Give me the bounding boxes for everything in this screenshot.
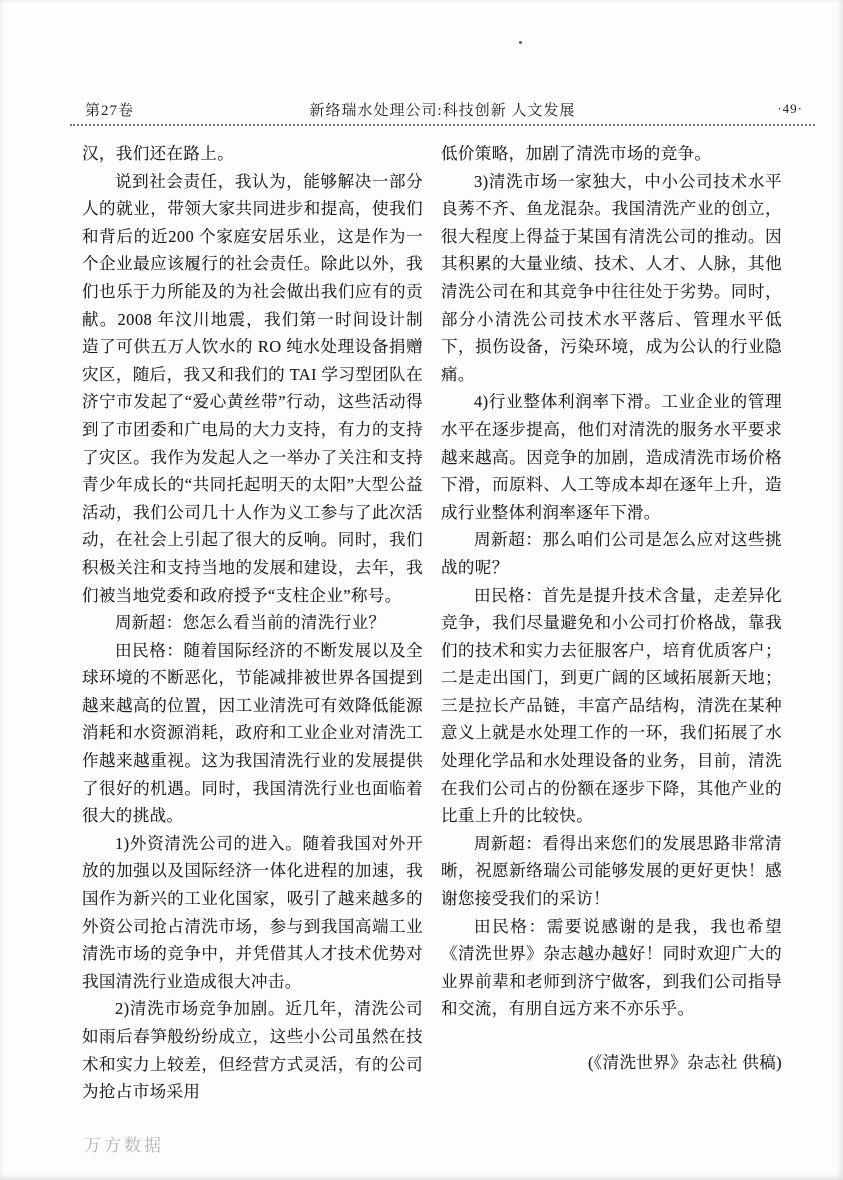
right-column [441, 140, 782, 1072]
paragraph: 2)清洗市场竞争加剧。近几年，清洗公司如雨后春笋般纷纷成立，这些小公司虽然在技术和实力上较差，但经营方式灵活，有的公司为抢占市场采用 [82, 999, 423, 1102]
paragraph: 田民格：需要说感谢的是我，我也希望《清洗世界》杂志越办越好！同时欢迎广大的业界前辈和老师到济宁做客，到我们公司指导和交流，有朋自远方来不亦乐乎。 [441, 916, 782, 1019]
paragraph: 3)清洗市场一家独大，中小公司技术水平良莠不齐、鱼龙混杂。我国清洗产业的创立，很大程度上得益于某国有清洗公司的推动。因其积累的大量业绩、技术、人才、人脉，其他清洗公司在和其竞争中往往处于劣势。同时，部分小清洗公司技术水平落后、管理水平低下，损伤设备，污染环境，成为公认的行业隐痛。 [441, 171, 782, 384]
left-column [82, 140, 423, 1102]
paragraph: 田民格：首先是提升技术含量，走差异化竞争，我们尽量避免和小公司打价格战，靠我们的技术和实力去征服客户，培育优质客户；二是走出国门，到更广阔的区域拓展新天地；三是拉长产品链，丰富产品结构，清洗在某种意义上就是水处理工作的一环，我们拓展了水处理化学品和水处理设备的业务，目前，清洗在我们公司占的份额在逐步下降，其他产业的比重上升的比较快。 [441, 585, 782, 826]
paragraph: 1)外资清洗公司的进入。随着我国对外开放的加强以及国际经济一体化进程的加速，我国作为新兴的工业化国家，吸引了越来越多的外资公司抢占清洗市场，参与到我国高端工业清洗市场的竞争中，并凭借其人才技术优势对我国清洗行业造成很大冲击。 [82, 833, 423, 991]
scan-artifact-dot [519, 41, 522, 44]
running-title: 新络瑞水处理公司:科技创新 人文发展 [309, 103, 576, 119]
paragraph: 周新超：看得出来您们的发展思路非常清晰，祝愿新络瑞公司能够发展的更好更快！感谢您接受我们的采访！ [441, 833, 782, 909]
paragraph: 周新超：那么咱们公司是怎么应对这些挑战的呢？ [441, 530, 782, 577]
article-body [82, 140, 782, 1102]
paragraph: 4)行业整体利润率下滑。工业企业的管理水平在逐步提高，他们对清洗的服务水平要求越来越高。因竞争的加剧，造成清洗市场价格下滑，而原料、人工等成本却在逐年上升，造成行业整体利润率逐年下滑。 [441, 392, 782, 522]
page-number: ·49· [777, 101, 803, 116]
header-divider [70, 124, 815, 126]
wanfang-watermark: 万方数据 [84, 1136, 164, 1155]
paragraph: 低价策略，加剧了清洗市场的竞争。 [441, 144, 712, 163]
paragraph: 周新超：您怎么看当前的清洗行业？ [115, 613, 386, 633]
page-header [70, 99, 815, 123]
paragraph: 汉，我们还在路上。 [82, 144, 235, 163]
volume-label: 第27卷 [85, 103, 135, 119]
paragraph: 说到社会责任，我认为，能够解决一部分人的就业，带领大家共同进步和提高，使我们和背后的近200 个家庭安居乐业，这是作为一个企业最应该履行的社会责任。除此以外，我们也乐于力所能及的为社会做出我们应有的贡献。2008 年汶川地震，我们第一时间设计制造了可供五万人饮水的 RO 纯水处理设备捐赠灾区，随后，我又和我们的 TAI 学习型团队在济宁市发起了“爱心黄丝带”行动，这些活动得到了市团委和广电局的大力支持，有力的支持了灾区。我作为发起人之一举办了关注和支持青少年成长的“共同托起明天的太阳”大型公益活动，我们公司几十人作为义工参与了此次活动，在社会上引起了很大的反响。同时，我们积极关注和支持当地的发展和建设，去年，我们被当地党委和政府授予“支柱企业”称号。 [82, 171, 423, 605]
paragraph: (《清洗世界》杂志社 供稿) [588, 1053, 782, 1072]
paragraph: 田民格：随着国际经济的不断发展以及全球环境的不断恶化，节能减排被世界各国提到越来越高的位置，因工业清洗可有效降低能源消耗和水资源消耗，政府和工业企业对清洗工作越来越重视。这为我国清洗行业的发展提供了很好的机遇。同时，我国清洗行业也面临着很大的挑战。 [82, 640, 423, 826]
